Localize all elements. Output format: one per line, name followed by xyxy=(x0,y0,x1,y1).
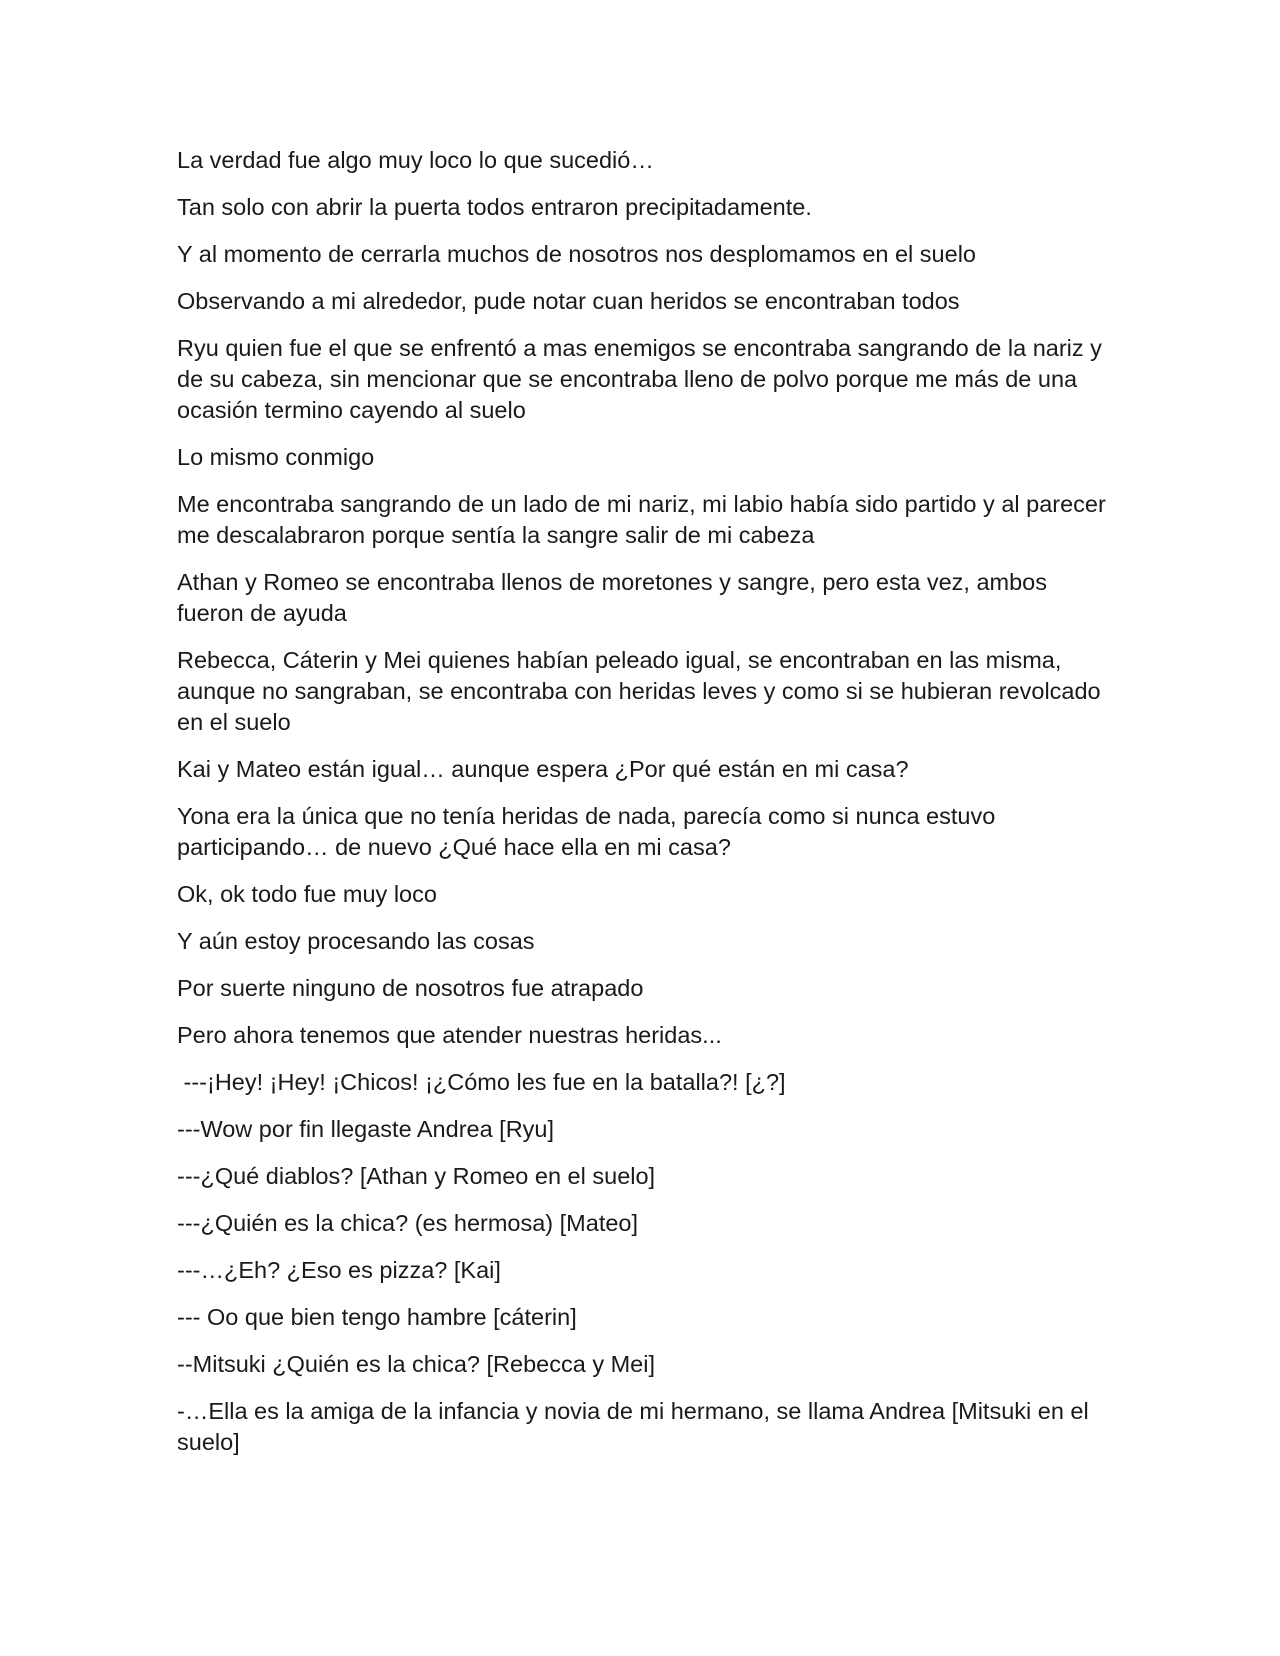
paragraph: Lo mismo conmigo xyxy=(177,444,375,470)
paragraph: Observando a mi alrededor, pude notar cuan heridos se encontraban todos xyxy=(177,288,960,314)
dialogue-line: ---¿Quién es la chica? (es hermosa) [Mateo] xyxy=(177,1210,639,1236)
paragraph: Rebecca, Cáterin y Mei quienes habían peleado igual, se encontraban en las misma, aunque no sangraban, se encontraba con heridas leves y como si se hubieran revolcado en el suelo xyxy=(177,647,1108,735)
paragraph: Yona era la única que no tenía heridas de nada, parecía como si nunca estuvo participando… de nuevo ¿Qué hace ella en mi casa? xyxy=(177,803,1002,860)
paragraph: Y al momento de cerrarla muchos de nosotros nos desplomamos en el suelo xyxy=(177,241,976,267)
paragraph: Kai y Mateo están igual… aunque espera ¿Por qué están en mi casa? xyxy=(177,756,909,782)
dialogue-line: ---…¿Eh? ¿Eso es pizza? [Kai] xyxy=(177,1257,501,1283)
paragraph: La verdad fue algo muy loco lo que sucedió… xyxy=(177,147,654,173)
dialogue-line: ---¿Qué diablos? [Athan y Romeo en el suelo] xyxy=(177,1163,656,1189)
document-body xyxy=(177,145,1113,1474)
dialogue-line: ---¡Hey! ¡Hey! ¡Chicos! ¡¿Cómo les fue en la batalla?! [¿?] xyxy=(177,1069,786,1095)
paragraph: Ok, ok todo fue muy loco xyxy=(177,881,437,907)
paragraph: Y aún estoy procesando las cosas xyxy=(177,928,535,954)
paragraph: Tan solo con abrir la puerta todos entraron precipitadamente. xyxy=(177,194,812,220)
paragraph: Me encontraba sangrando de un lado de mi nariz, mi labio había sido partido y al parecer me descalabraron porque sentía la sangre salir de mi cabeza xyxy=(177,491,1113,548)
paragraph: Por suerte ninguno de nosotros fue atrapado xyxy=(177,975,644,1001)
paragraph: Ryu quien fue el que se enfrentó a mas enemigos se encontraba sangrando de la nariz y de su cabeza, sin mencionar que se encontraba lleno de polvo porque me más de una ocasión termino cayendo al suelo xyxy=(177,335,1109,423)
dialogue-line: -…Ella es la amiga de la infancia y novia de mi hermano, se llama Andrea [Mitsuki en el suelo] xyxy=(177,1398,1096,1455)
dialogue-line: --- Oo que bien tengo hambre [cáterin] xyxy=(177,1304,577,1330)
dialogue-line: ---Wow por fin llegaste Andrea [Ryu] xyxy=(177,1116,555,1142)
paragraph: Pero ahora tenemos que atender nuestras heridas... xyxy=(177,1022,722,1048)
dialogue-line: --Mitsuki ¿Quién es la chica? [Rebecca y Mei] xyxy=(177,1351,655,1377)
paragraph: Athan y Romeo se encontraba llenos de moretones y sangre, pero esta vez, ambos fueron de ayuda xyxy=(177,569,1054,626)
